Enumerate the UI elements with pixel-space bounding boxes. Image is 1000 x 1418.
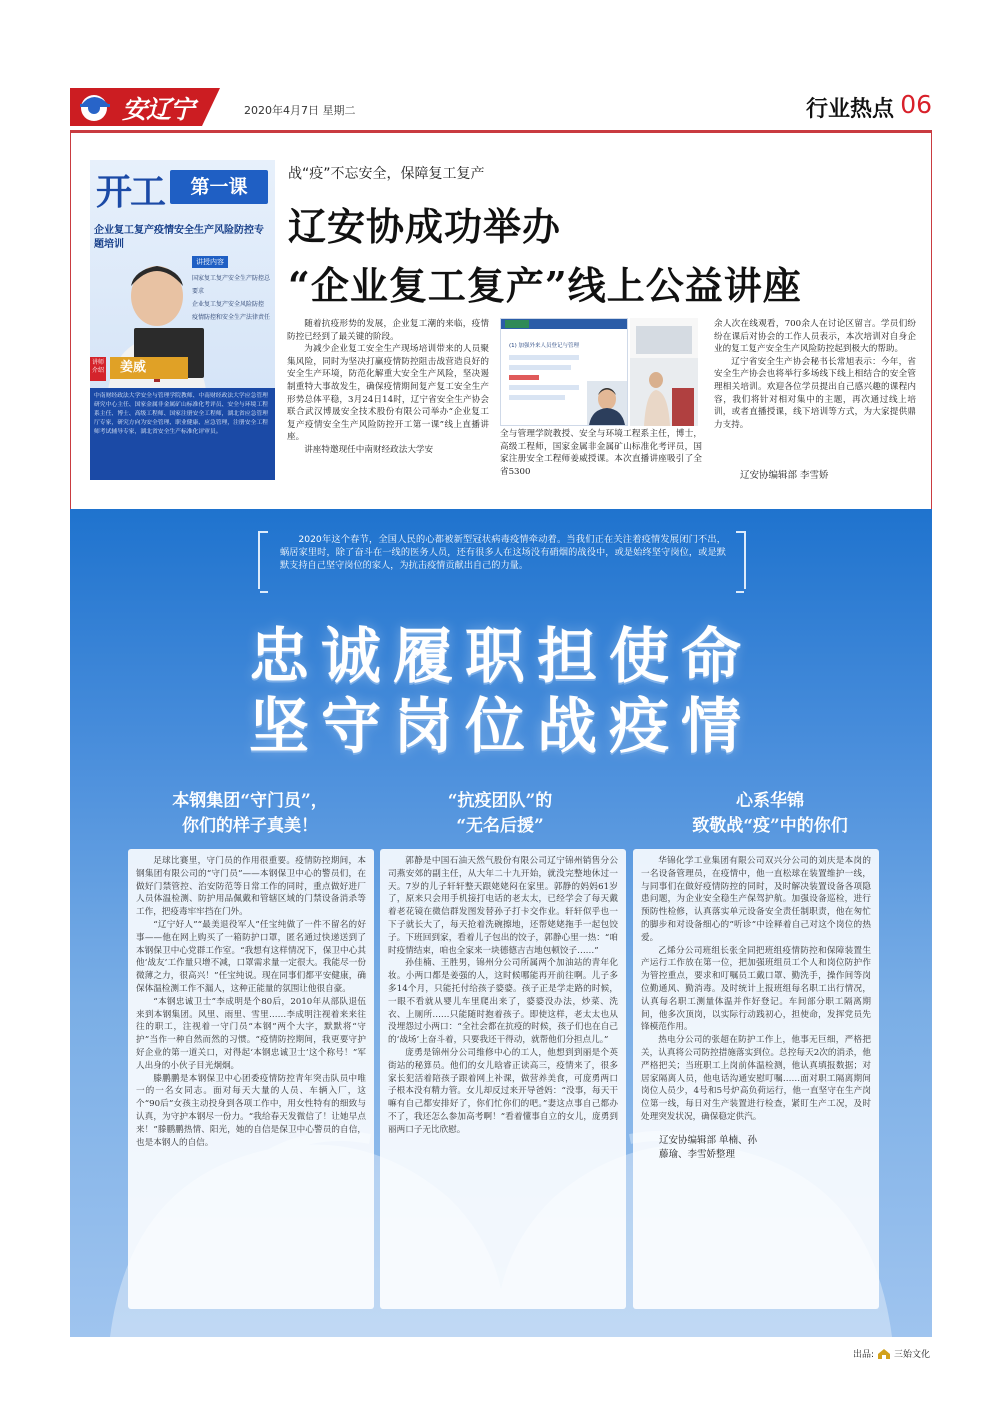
paragraph: 热电分公司的张超在防护工作上，他事无巨细，严格把关，认真将公司防控措施落实到位。总控每天2次的消杀，他严格把关；当班职工上岗前体温检测，他认真填报数据；对居家隔离人员，他电话沟通安慰叮嘱……面对职工隔离期间岗位人员少，4号和5号炉高负荷运行，他一直坚守在生产岗位第一线，每日对生产装置进行检查，紧盯生产工况，及时处理突发状况，确保稳定供汽。 [641, 1035, 871, 1122]
feature-section [70, 509, 932, 1337]
screenshot-logo [505, 320, 529, 328]
page-footer [853, 1347, 930, 1360]
story-title-line: 本钢集团“守门员”， [172, 791, 328, 811]
story-panel-3 [633, 849, 879, 1309]
story-panel-1 [128, 849, 374, 1309]
article-headline-line1: 辽安协成功举办 [288, 204, 562, 249]
paragraph: 为减少企业复工安全生产现场培训带来的人员聚集风险，同时为坚决打赢疫情防控阻击战营造良好的安全生产环境，防范化解重大安全生产风险，坚决遏制重特大事故发生，确保疫情期间复产复工安全生产形势总体平稳，3月24日14时，辽宁省安全生产协会联合武汉博晟安全技术股份有限公司举办“企业复工复产疫情安全生产风险防控开工第一课”线上直播讲座。 [287, 344, 489, 443]
promo-badge: 第一课 [170, 170, 268, 204]
paragraph: 足球比赛里，守门员的作用很重要。疫情防控期间，本钢集团有限公司的“守门员”——本钢保卫中心的警员们，在做好门禁管控、治安防范等日常工作的同时，重点做好进厂人员体温检测、防护用品佩戴和管辖区域的门禁设备消杀等工作，把疫毒牢牢挡在门外。 [136, 856, 366, 918]
feature-title-line2: 坚守岗位战疫情 [249, 692, 753, 762]
story-title-line: “抗疫团队”的 [447, 791, 553, 811]
speaker-tag: 讲师介绍 [90, 357, 106, 381]
story-title-line: 致敬战“疫”中的你们 [692, 816, 848, 836]
promo-tag: 讲授内容 [192, 256, 228, 268]
story-title-line: 你们的样子真美！ [182, 816, 318, 836]
story-title-line: “无名后援” [456, 816, 544, 836]
paragraph: 辽宁省安全生产协会秘书长常旭表示：今年，省安全生产协会也将举行多场线下线上相结合的安全管理相关培训。欢迎各位学员提出自己感兴趣的课程内容，我们将针对相对集中的主题，再次通过线上培训，或者直播授课，线下培训等方式，为大家提供鼎力支持。 [714, 356, 916, 430]
speaker-thumbnail [587, 381, 627, 425]
paragraph: 滕鹏鹏是本钢保卫中心团委疫情防控青年突击队员中唯一的一名女同志。面对每天大量的人员、车辆入厂，这个“90后”女孩主动投身到各项工作中，用女性特有的细致与认真，为守护本钢尽一份力。“我给春天发微信了！让她早点来！”滕鹏鹏热情、阳光，她的自信是保卫中心警员的自信，也是本钢人的自信。 [136, 1073, 366, 1148]
story-title-line: 心系华锦 [736, 791, 804, 811]
gear-helmet-icon [74, 90, 122, 124]
article-byline: 辽安协编辑部 李雪娇 [740, 470, 829, 481]
masthead-title: 安辽宁 [122, 95, 195, 124]
article-column-2 [500, 428, 702, 480]
promo-kaigong: 开工 [96, 171, 165, 213]
article-headline-line2: “企业复工复产”线上公益讲座 [288, 263, 802, 308]
paragraph: 孙佳楠、王胜男，锦州分公司所属两个加油站的青年化妆。小两口都是姜强的人，这时候哪能再开前往啊。儿子多多14个月，只能托付给孩子婆婆。孩子正是学走路的时候，一眼不看就从婴儿车里爬出来了，婆婆没办法，炒菜、洗衣、上厕所……只能随时抱着孩子。即使这样，老太太也从没埋怨过小两口：“全社会都在抗疫的时候，孩子们也在自己的‘战场’上奋斗着，只要我还干得动，就帮他们分担点儿。” [388, 958, 618, 1046]
story-title-3 [640, 789, 900, 839]
classroom-photo [630, 318, 698, 426]
speaker-name: 姜威 [110, 357, 188, 379]
byline-line: 藤瑜、李雪娇整理 [659, 1148, 736, 1160]
story-title-1 [120, 789, 380, 839]
house-logo-icon [877, 1348, 891, 1360]
promo-item: 国家复工复产安全生产防控总要求 [192, 275, 271, 295]
article-kicker: 战“疫”不忘安全，保障复工复产 [288, 166, 485, 182]
screenshot-caption: (1) 加强外来人员登记与管理 [509, 343, 580, 349]
story-panel-2 [380, 849, 626, 1309]
article-column-3 [714, 318, 916, 458]
footer-brand: 三始文化 [893, 1350, 930, 1360]
promo-item: 企业复工复产安全风险防控 [192, 301, 265, 308]
byline-line: 辽安协编辑部 单楠、孙 [659, 1134, 758, 1146]
footer-label: 出品: [852, 1350, 874, 1360]
paragraph: 全与管理学院教授、安全与环境工程系主任，博士，高级工程师，国家金属非金属矿山标准化考评员，国家注册安全工程师姜威授课。本次直播讲座吸引了全省5300 [500, 429, 702, 477]
lecture-screenshot [500, 318, 628, 426]
paragraph: “辽宁好人”“最美退役军人”任宝纯做了一件不留名的好事——他在网上购买了一箱防护口罩，匿名通过快递送到了本钢保卫中心党群工作室。“我想有这样情况下，保卫中心其他‘战友’工作量只增不减，口罩需求量一定很大。我能尽一份微薄之力，很高兴！”任宝纯说。现在同事们都平安健康，确保体温检测工作不漏人，这种正能量的氛围让他很自豪。 [136, 919, 366, 994]
paragraph: 庞勇是锦州分公司维修中心的工人，他想到到丽是个英街站的秘算员。他们的女儿晗睿正读高三，疫情来了，很多家长犯活着陪孩子跟着网上补课，做营养美食，可庞勇两口子根本没有精力管。女儿却反过来开导爸妈：“没事，每天干嘛有自己都安排好了，你们忙你们的吧。”妻这点事自己都办不了，我还怎么参加高考啊！”看着懂事自立的女儿，庞勇到丽两口子无比欣慰。 [388, 1047, 618, 1135]
paragraph: 郭静是中国石油天然气股份有限公司辽宁锦州销售分公司燕安郊的副主任，从大年二十九开始，就没完整地休过一天。7岁的儿子轩轩整天跟姥姥闷在家里。郭静的妈妈61岁了，原来只会用手机接打电话的老太太，已经学会了每天戴着老花镜在微信群发图发替孙子打卡交作业。轩轩似乎也一下子就长大了，每天抢着洗碗擦地，还帮姥姥拖手一起包饺子。下班回到家，看着儿子包出的饺子，郭静心里一热：“咱时疫情结束，咱也全家来一块德德吉吉地包顿饺子……” [388, 856, 618, 956]
article-column-1 [287, 318, 489, 480]
masthead-logo [70, 86, 220, 126]
page-header [70, 86, 932, 126]
paragraph: “本钢忠诚卫士”李成明是个80后，2010年从部队退伍来到本钢集团。风里、雨里、雪里……李成明注视着来来往往的职工，注视着一守门员“本钢”两个大字，默默将“守护”当作一种自然而然的习惯。“疫情防控期间，我更要守护好企业的第一道关口，对得起‘本钢忠诚卫士’这个称号！”军人出身的小伙子目光炯炯。 [136, 996, 366, 1071]
speaker-bio: 中南财经政法大学安全与管理学院教师、中南财经政法大学应急管理研究中心主任、国家金属非金属矿山标准化考评员、安全与环境工程系主任、博士、高级工程师、国家注册安全工程师，湖北省应急管理厅专家，研究方向为安全管理、职业健康、应急管理，注册安全工程师考试辅导专家，湖北省安全生产标准化评审员。 [90, 388, 275, 480]
issue-date: 2020年4月7日 星期二 [244, 104, 356, 117]
story-title-2 [370, 789, 630, 839]
page-number: 06 [900, 90, 932, 119]
promo-item: 疫情防控和安全生产法律责任 [192, 314, 271, 321]
promo-title: 企业复工复产疫情安全生产风险防控专题培训 [94, 225, 264, 250]
paragraph: 余人次在线观看，700余人在讨论区留言。学员们纷纷在课后对协会的工作人员表示，本次培训对自身企业的复工复产安全生产风险防控起到极大的帮助。 [714, 319, 916, 355]
paragraph: 讲座特邀现任中南财经政法大学安 [304, 444, 434, 455]
story-byline [641, 1134, 871, 1162]
paragraph: 随着抗疫形势的发展，企业复工潮的来临，疫情防控已经到了最关键的阶段。 [287, 319, 489, 342]
feature-title-line1: 忠诚履职担使命 [249, 622, 753, 692]
paragraph: 乙烯分公司班组长张全同把班组疫情防控和保障装置生产运行工作放在第一位，把加强班组员工个人和岗位防护作为管控重点，要求和叮嘱员工戴口罩、勤洗手，操作间等岗位勤通风、勤消毒。及时统计上报班组每名职工出行情况，认真每名职工测量体温并作好登记。车间部分职工隔离期间，他多次顶岗，以实际行动践初心，担使命，发挥党员先锋模范作用。 [641, 945, 871, 1033]
feature-intro: 2020年这个春节，全国人民的心都被新型冠状病毒疫情牵动着。当我们正在关注着疫情发展闭门不出，蜗居家里时，除了奋斗在一线的医务人员，还有很多人在这场没有硝烟的战役中，或是始终坚守岗位，或是默默支持自己坚守岗位的家人，为抗击疫情贡献出自己的力量。 [280, 534, 726, 571]
paragraph: 华锦化学工业集团有限公司双兴分公司的刘庆是本岗的一名设备管理员，在疫情中，他一直松球在装置维护一线，与同事们在做好疫情防控的同时，及时解决装置设备各项隐患问题，为企业安全稳生产保驾护航。加强设备巡检，进行预防性检修，认真落实单元设备安全责任制职责，他在匆忙的脚步和对设备细心的“听诊”中诠释着自己对这个岗位的热爱。 [641, 856, 871, 943]
section-title: 行业热点 [805, 97, 894, 122]
